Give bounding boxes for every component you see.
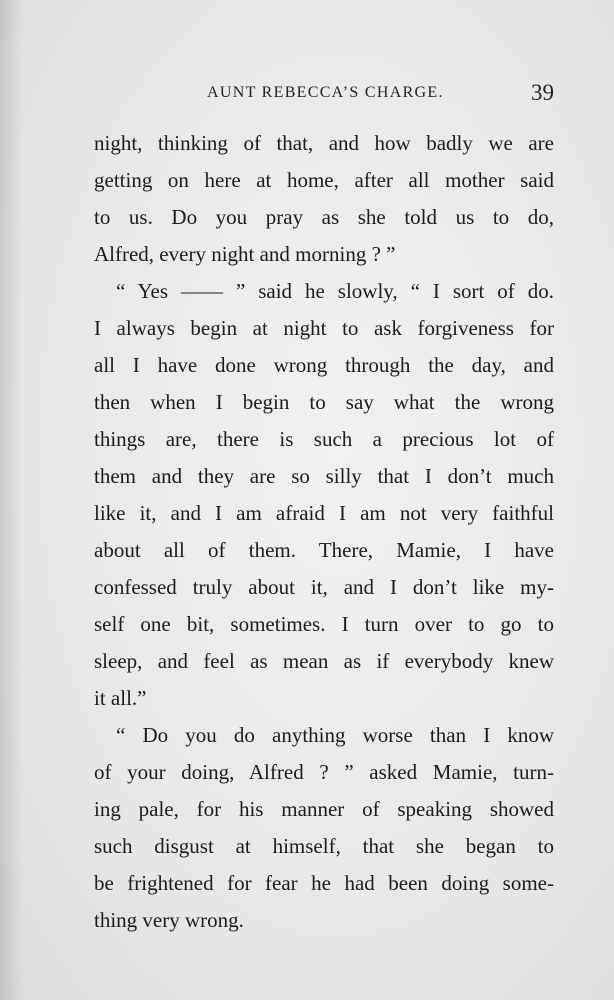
text-line: Alfred, every night and morning ? ” (94, 242, 396, 266)
running-head (92, 80, 554, 106)
text-line: then when I begin to say what the wrong (94, 390, 554, 414)
text-line: ing pale, for his manner of speaking showed (94, 797, 554, 821)
text-line: be frightened for fear he had been doing some- (94, 871, 554, 895)
text-line: sleep, and feel as mean as if everybody knew (94, 649, 554, 673)
text-line: self one bit, sometimes. I turn over to go to (94, 612, 554, 636)
gutter-shadow (0, 0, 22, 1000)
text-line: I always begin at night to ask forgiveness for (94, 316, 554, 340)
running-title: AUNT REBECCA’S CHARGE. (207, 84, 444, 101)
text-line: things are, there is such a precious lot of (94, 427, 554, 451)
text-line: night, thinking of that, and how badly we are (94, 131, 554, 155)
text-line: it all.” (94, 686, 147, 710)
page-number: 39 (531, 80, 554, 105)
text-line: like it, and I am afraid I am not very faithful (94, 501, 554, 525)
body-text (94, 125, 554, 939)
text-line: them and they are so silly that I don’t much (94, 464, 554, 488)
text-line: thing very wrong. (94, 908, 244, 932)
text-line: about all of them. There, Mamie, I have (94, 538, 554, 562)
text-line: “ Do you do anything worse than I know (116, 723, 554, 747)
text-line: getting on here at home, after all mother said (94, 168, 554, 192)
text-line: such disgust at himself, that she began to (94, 834, 554, 858)
text-line: all I have done wrong through the day, and (94, 353, 554, 377)
text-line: to us. Do you pray as she told us to do, (94, 205, 554, 229)
text-line: confessed truly about it, and I don’t like my- (94, 575, 554, 599)
text-line: “ Yes —— ” said he slowly, “ I sort of do. (116, 279, 554, 303)
text-line: of your doing, Alfred ? ” asked Mamie, turn- (94, 760, 554, 784)
